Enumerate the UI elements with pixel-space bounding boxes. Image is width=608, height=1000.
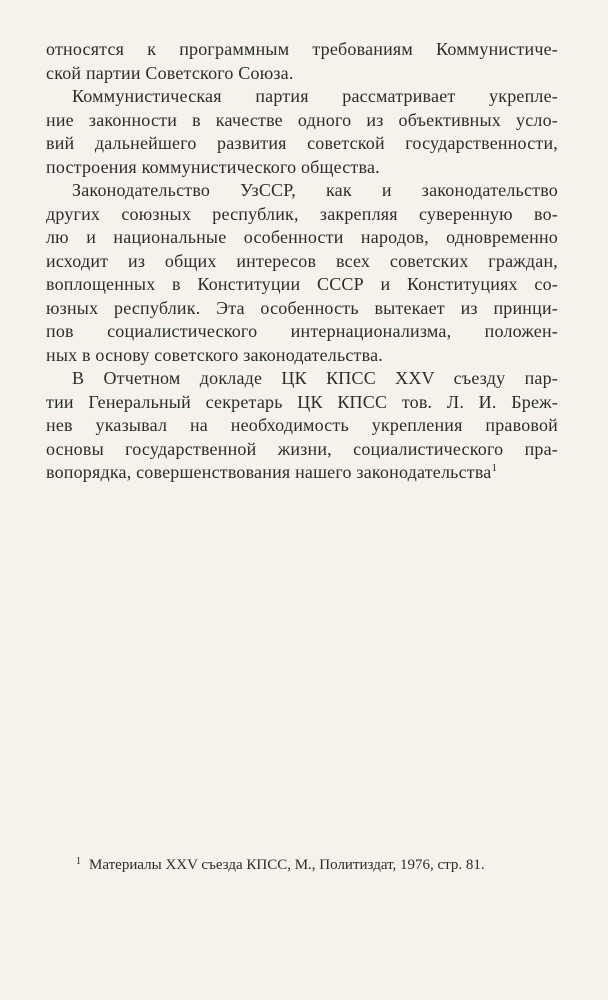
footnote-text: Материалы XXV съезда КПСС, М., Политиздат, 1976, стр. 81.: [89, 857, 485, 873]
text-line: других союзных республик, закрепляя суверенную во-: [46, 203, 558, 224]
text-line: Законодательство УзССР, как и законодательство: [72, 180, 558, 200]
text-line: ние законности в качестве одного из объективных усло-: [46, 109, 558, 130]
text-line: ской партии Советского Союза.: [46, 62, 294, 83]
text-line: пов социалистического интернационализма, положен-: [46, 321, 558, 341]
text-line-with-footnote-ref: [46, 461, 558, 485]
footnote: [76, 855, 556, 875]
text-line: построения коммунистического общества.: [46, 156, 380, 177]
text-line: В Отчетном докладе ЦК КПСС XXV съезду пар-: [72, 368, 558, 388]
text-line: воплощенных в Конституции СССР и Конституциях со-: [46, 274, 558, 294]
footnote-marker: 1: [76, 856, 81, 867]
text-line: Коммунистическая партия рассматривает укрепле-: [72, 86, 558, 106]
text-line: лю и национальные особенности народов, одновременно: [46, 227, 558, 247]
text-line: основы государственной жизни, социалистического пра-: [46, 438, 558, 459]
text-line: юзных республик. Эта особенность вытекает из принци-: [46, 297, 558, 318]
footnote-reference[interactable]: 1: [491, 462, 498, 474]
text-line: вий дальнейшего развития советской государственности,: [46, 133, 558, 153]
text-line: нев указывал на необходимость укрепления правовой: [46, 415, 558, 435]
text-line: тии Генеральный секретарь ЦК КПСС тов. Л. И. Бреж-: [46, 391, 558, 412]
text-line: относятся к программным требованиям Коммунистиче-: [46, 39, 558, 59]
main-text: [46, 38, 558, 485]
text-line: исходит из общих интересов всех советских граждан,: [46, 250, 558, 271]
text-line-content: вопорядка, совершенствования нашего законодательства: [46, 462, 492, 482]
text-line: ных в основу советского законодательства.: [46, 344, 383, 365]
